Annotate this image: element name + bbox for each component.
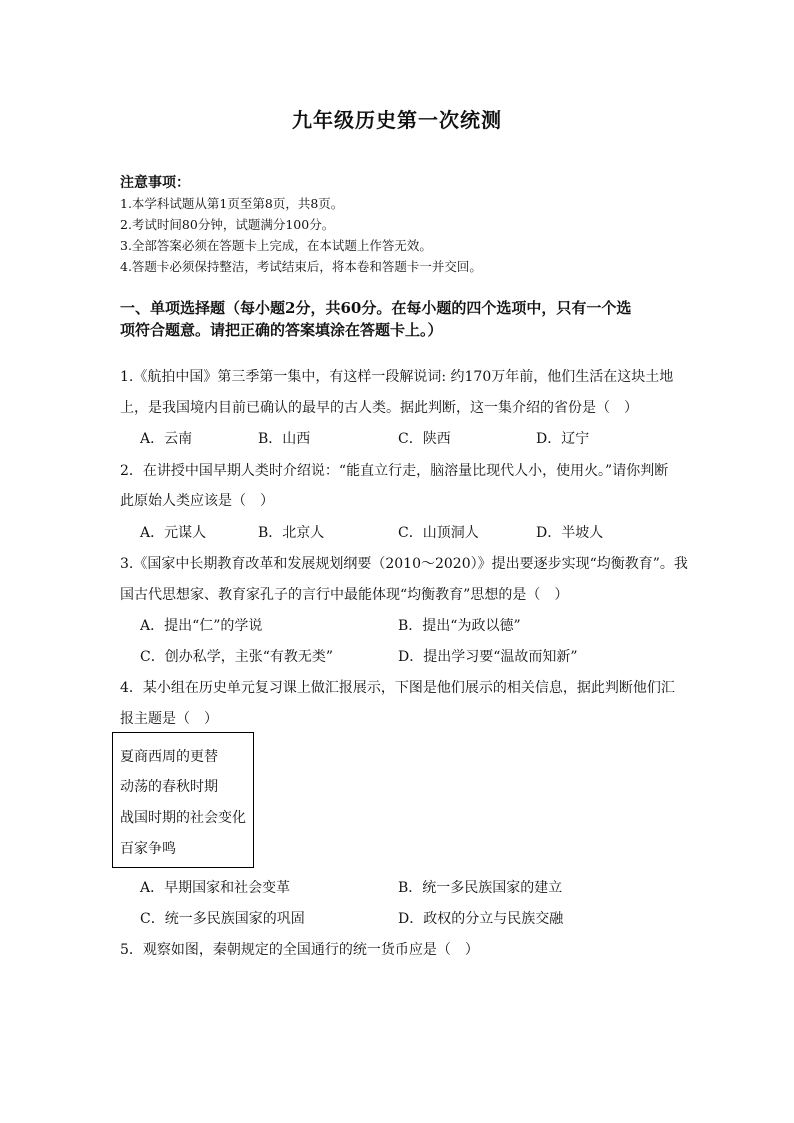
question-2-line-1: 2．在讲授中国早期人类时介绍说：“能直立行走，脑溶量比现代人小，使用火。”请你判断 (120, 463, 669, 479)
page-title: 九年级历史第一次统测 (292, 108, 502, 132)
question-1-option-a: A．云南 (140, 431, 193, 447)
question-4-option-b: B．统一多民族国家的建立 (398, 880, 563, 896)
question-3-option-a: A．提出“仁”的学说 (140, 618, 263, 634)
question-1-line-2: 上，是我国境内目前已确认的最早的古人类。据此判断，这一集介绍的省份是（ ） (120, 400, 638, 416)
question-3-option-c: C．创办私学，主张“有教无类” (140, 649, 334, 665)
question-4-option-d: D．政权的分立与民族交融 (398, 911, 564, 927)
question-4-option-c: C．统一多民族国家的巩固 (140, 911, 305, 927)
question-2-option-b: B．北京人 (258, 525, 325, 541)
notice-item: 2.考试时间80分钟，试题满分100分。 (120, 217, 335, 232)
section-heading-line-1: 一、单项选择题（每小题2分，共60分。在每小题的四个选项中，只有一个选 (120, 299, 632, 317)
question-1-option-c: C．陕西 (398, 431, 451, 447)
question-4-line-1: 4．某小组在历史单元复习课上做汇报展示，下图是他们展示的相关信息，据此判断他们汇 (120, 680, 675, 696)
question-2-option-d: D．半坡人 (536, 525, 604, 541)
section-heading-line-2: 项符合题意。请把正确的答案填涂在答题卡上。） (120, 321, 443, 339)
question-4-info-box (112, 732, 254, 868)
question-4-option-a: A．早期国家和社会变革 (140, 880, 291, 896)
question-3-option-d: D．提出学习要“温故而知新” (398, 649, 578, 665)
notice-item: 1.本学科试题从第1页至第8页，共8页。 (120, 196, 344, 211)
question-1-option-d: D．辽宁 (536, 431, 590, 447)
notice-item: 3.全部答案必须在答题卡上完成，在本试题上作答无效。 (120, 238, 432, 253)
question-3-line-1: 3.《国家中长期教育改革和发展规划纲要（2010～2020）》提出要逐步实现“均衡教育”。我 (120, 556, 688, 572)
info-box-item: 百家争鸣 (120, 841, 176, 857)
info-box-item: 战国时期的社会变化 (120, 810, 246, 826)
question-2-option-c: C．山顶洞人 (398, 525, 479, 541)
question-2-line-2: 此原始人类应该是（ ） (120, 493, 274, 509)
question-3-option-b: B．提出“为政以德” (398, 618, 521, 634)
notice-item: 4.答题卡必须保持整洁，考试结束后，将本卷和答题卡一并交回。 (120, 259, 482, 274)
question-2-option-a: A．元谋人 (140, 525, 207, 541)
notice-heading: 注意事项： (120, 175, 190, 191)
question-1-option-b: B．山西 (258, 431, 311, 447)
question-5-line-1: 5．观察如图，秦朝规定的全国通行的统一货币应是（ ） (120, 942, 479, 958)
info-box-item: 动荡的春秋时期 (120, 779, 218, 795)
info-box-item: 夏商西周的更替 (120, 749, 218, 765)
question-4-line-2: 报主题是（ ） (120, 711, 218, 727)
question-3-line-2: 国古代思想家、教育家孔子的言行中最能体现“均衡教育”思想的是（ ） (120, 587, 569, 603)
question-1-line-1: 1.《航拍中国》第三季第一集中，有这样一段解说词: 约170万年前，他们生活在这块土地 (120, 369, 674, 385)
